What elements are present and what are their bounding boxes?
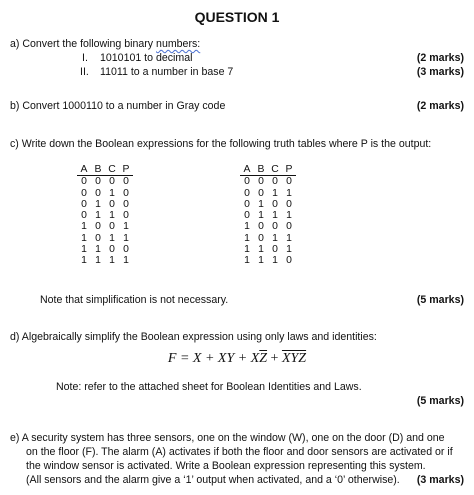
cell: 0 [95,176,101,188]
cell: 0 [123,176,129,188]
cell: 1 [81,232,87,244]
cell: 1 [109,255,115,267]
cell: 1 [244,232,250,244]
cell: 1 [286,232,292,244]
cell: 1 [95,198,101,210]
table-row [77,176,133,188]
cell: 1 [244,255,250,267]
column-header-c: C [271,164,279,175]
cell: 1 [258,244,264,256]
cell: 0 [286,176,292,188]
part-e-line-3: the window sensor is activated. Write a Boolean expression representing this system. [26,460,426,472]
table-row [240,233,296,244]
cell: 1 [95,244,101,256]
cell: 1 [81,244,87,256]
formula-lhs: F = X + XY + X [167,351,260,366]
table-row [77,199,133,210]
part-c-marks: (5 marks) [416,294,464,306]
cell: 0 [123,244,129,256]
table-row [240,210,296,221]
cell: 0 [272,198,278,210]
column-header-b: B [94,164,102,175]
cell: 0 [258,187,264,199]
cell: 0 [109,176,115,188]
part-e-line-1: e) A security system has three sensors, one on the window (W), one on the door (D) and one [10,432,445,444]
part-b-marks: (2 marks) [416,100,464,112]
cell: 1 [272,187,278,199]
formula-z-bar: $\overline{Z}$ [259,351,268,366]
cell: 0 [109,221,115,233]
part-a-item-1-marks: (2 marks) [416,52,464,64]
column-header-b: B [257,164,265,175]
truth-table-2 [240,164,296,267]
column-header-p: P [285,164,293,175]
part-d-note: Note: refer to the attached sheet for Boolean Identities and Laws. [56,381,362,393]
cell: 0 [81,210,87,222]
cell: 1 [95,210,101,222]
part-a-intro-text: a) Convert the following binary [10,38,157,50]
cell: 1 [123,232,129,244]
cell: 0 [109,198,115,210]
cell: 0 [109,244,115,256]
cell: 1 [123,255,129,267]
part-b-text: b) Convert 1000110 to a number in Gray code [10,100,226,112]
cell: 0 [286,255,292,267]
cell: 1 [272,255,278,267]
table-row [240,221,296,232]
table-row [240,176,296,188]
column-header-c: C [108,164,116,175]
part-c-text: c) Write down the Boolean expressions for the following truth tables where P is the output: [10,138,432,150]
cell: 0 [95,232,101,244]
cell: 0 [81,176,87,188]
cell: 0 [95,221,101,233]
cell: 0 [272,176,278,188]
table-row [77,210,133,221]
cell: 1 [81,221,87,233]
table-row [77,233,133,244]
cell: 0 [123,198,129,210]
cell: 0 [123,210,129,222]
cell: 1 [286,210,292,222]
cell: 1 [272,210,278,222]
formula-plus: + [267,351,282,366]
boolean-formula [0,351,474,367]
cell: 0 [244,176,250,188]
part-a-item-1-text: 1010101 to decimal [100,52,193,64]
cell: 1 [109,232,115,244]
cell: 0 [272,244,278,256]
table-row [77,188,133,199]
cell: 1 [258,255,264,267]
part-c-note: Note that simplification is not necessary. [40,294,229,306]
table-row [240,188,296,199]
cell: 0 [258,221,264,233]
cell: 0 [95,187,101,199]
part-a-item-2-text: 11011 to a number in base 7 [100,66,234,78]
cell: 0 [272,221,278,233]
cell: 1 [272,232,278,244]
column-header-a: A [80,164,88,175]
cell: 0 [81,198,87,210]
cell: 0 [286,198,292,210]
cell: 0 [81,187,87,199]
question-title: QUESTION 1 [194,9,280,25]
cell: 1 [244,221,250,233]
table-row [77,221,133,232]
cell: 0 [258,232,264,244]
cell: 1 [109,210,115,222]
cell: 1 [123,221,129,233]
cell: 1 [286,187,292,199]
table-row [77,255,133,266]
part-d-marks: (5 marks) [416,395,464,407]
cell: 1 [81,255,87,267]
cell: 0 [244,198,250,210]
cell: 0 [244,210,250,222]
cell: 1 [109,187,115,199]
table-row [77,244,133,255]
cell: 1 [286,244,292,256]
part-a-item-2-number: II. [80,66,89,78]
part-a-intro [10,38,200,50]
part-a-item-1-number: I. [82,52,88,64]
formula-xyz-bar: $\overline{XYZ}$ [281,351,307,366]
column-header-a: A [243,164,251,175]
cell: 1 [258,210,264,222]
part-e-line-2: on the floor (F). The alarm (A) activates if both the floor and door sensors are activated or if [26,446,453,458]
cell: 1 [244,244,250,256]
table-row [240,199,296,210]
part-a-item-2-marks: (3 marks) [416,66,464,78]
part-a-intro-link: numbers: [156,38,201,50]
truth-table-1 [77,164,133,267]
table-row [240,244,296,255]
cell: 1 [258,198,264,210]
cell: 0 [258,176,264,188]
part-e-line-4: (All sensors and the alarm give a ‘1’ output when activated, and a ‘0’ otherwise). [26,474,400,486]
cell: 0 [244,187,250,199]
cell: 1 [95,255,101,267]
part-e-marks: (3 marks) [416,474,464,486]
part-d-text: d) Algebraically simplify the Boolean expression using only laws and identities: [10,331,377,343]
table-row [240,255,296,266]
column-header-p: P [122,164,130,175]
cell: 0 [286,221,292,233]
cell: 0 [123,187,129,199]
